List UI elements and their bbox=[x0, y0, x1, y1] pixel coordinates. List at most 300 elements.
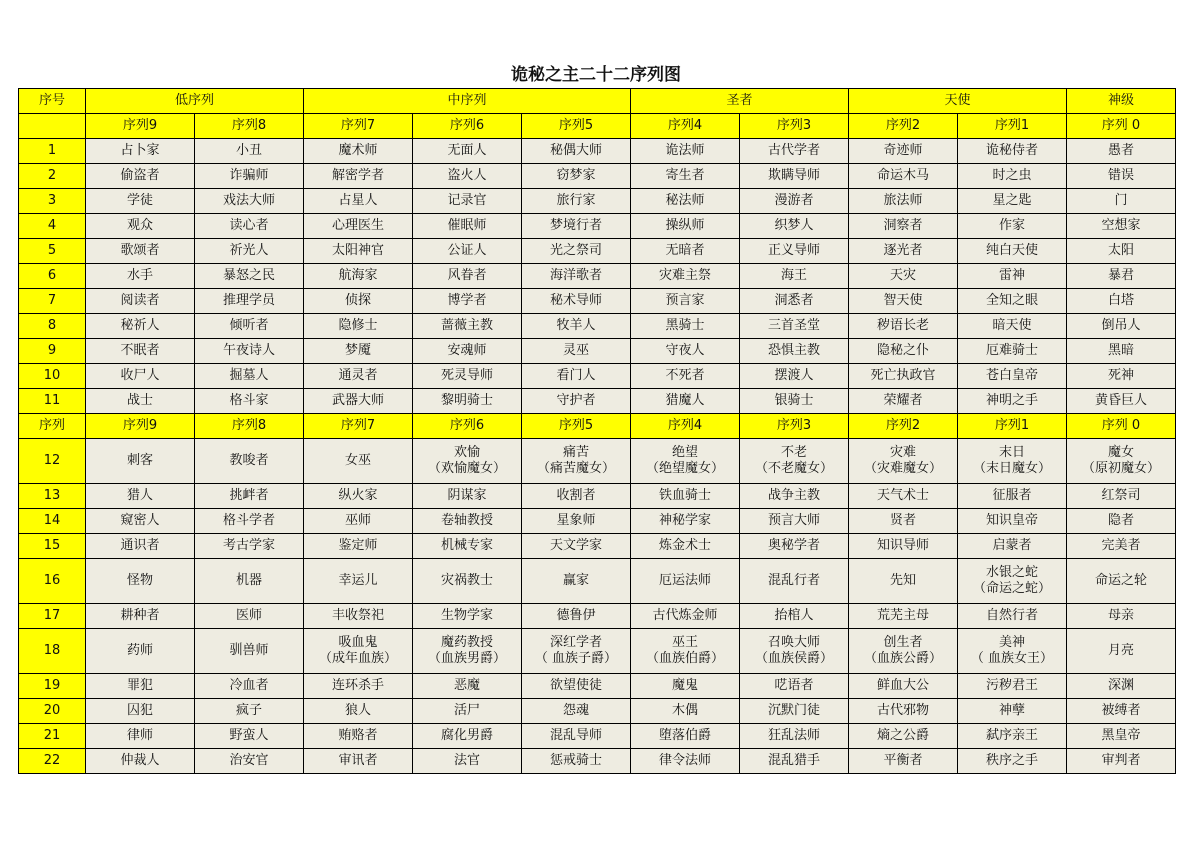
table-row bbox=[19, 559, 1176, 604]
cell-line: 德鲁伊 bbox=[556, 608, 596, 623]
cell-line: 灾难主祭 bbox=[658, 268, 711, 283]
cell-line: 审判者 bbox=[1101, 753, 1141, 768]
cell-line: 完美者 bbox=[1101, 538, 1141, 553]
pathway-cell bbox=[631, 389, 740, 414]
pathway-cell bbox=[740, 724, 849, 749]
row-number: 20 bbox=[19, 699, 86, 724]
cell-line: 预言大师 bbox=[767, 513, 820, 528]
cell-line: 古代邪物 bbox=[876, 703, 929, 718]
sequence-header-1: 序列8 bbox=[195, 114, 304, 139]
header-blank bbox=[19, 114, 86, 139]
cell-line: 天气术士 bbox=[876, 488, 929, 503]
cell-line: 秘祈人 bbox=[120, 318, 160, 333]
pathway-cell bbox=[849, 559, 958, 604]
pathway-cell bbox=[522, 509, 631, 534]
cell-line: 黑皇帝 bbox=[1101, 728, 1141, 743]
cell-line: 逐光者 bbox=[883, 243, 923, 258]
pathway-cell bbox=[740, 164, 849, 189]
sequence-header2-7: 序列2 bbox=[849, 414, 958, 439]
row-number: 1 bbox=[19, 139, 86, 164]
pathway-cell bbox=[195, 314, 304, 339]
row-number: 17 bbox=[19, 604, 86, 629]
pathway-cell bbox=[849, 509, 958, 534]
cell-line: （绝望魔女） bbox=[645, 461, 724, 476]
cell-line: 机器 bbox=[235, 573, 262, 588]
row-number: 12 bbox=[19, 439, 86, 484]
pathway-cell bbox=[1067, 699, 1176, 724]
cell-line: 命运木马 bbox=[876, 168, 929, 183]
cell-line: 战士 bbox=[126, 393, 153, 408]
pathway-cell bbox=[631, 749, 740, 774]
pathway-cell bbox=[304, 214, 413, 239]
row-number: 9 bbox=[19, 339, 86, 364]
pathway-cell bbox=[1067, 629, 1176, 674]
pathway-cell bbox=[740, 509, 849, 534]
cell-line: 星象师 bbox=[556, 513, 596, 528]
sequence-header2-8: 序列1 bbox=[958, 414, 1067, 439]
pathway-cell bbox=[304, 674, 413, 699]
pathway-cell bbox=[413, 264, 522, 289]
cell-line: 药师 bbox=[126, 643, 153, 658]
cell-line: 猎魔人 bbox=[665, 393, 705, 408]
pathway-cell bbox=[1067, 484, 1176, 509]
pathway-cell bbox=[304, 724, 413, 749]
pathway-cell bbox=[522, 484, 631, 509]
pathway-cell bbox=[958, 139, 1067, 164]
cell-line: 熵之公爵 bbox=[876, 728, 929, 743]
pathway-cell bbox=[522, 389, 631, 414]
cell-line: 太阳 bbox=[1107, 243, 1134, 258]
cell-line: 武器大师 bbox=[331, 393, 384, 408]
cell-line: 铁血骑士 bbox=[658, 488, 711, 503]
cell-line: 旅行家 bbox=[556, 193, 596, 208]
table-row bbox=[19, 264, 1176, 289]
cell-line: 被缚者 bbox=[1101, 703, 1141, 718]
pathway-cell bbox=[740, 139, 849, 164]
pathway-cell bbox=[958, 239, 1067, 264]
cell-line: 挑衅者 bbox=[229, 488, 269, 503]
pathway-cell bbox=[522, 629, 631, 674]
cell-line: 隐修士 bbox=[338, 318, 378, 333]
pathway-cell bbox=[849, 439, 958, 484]
cell-line: 审讯者 bbox=[338, 753, 378, 768]
pathway-cell bbox=[413, 214, 522, 239]
pathway-cell bbox=[1067, 674, 1176, 699]
pathway-cell bbox=[86, 139, 195, 164]
cell-line: 魔女 bbox=[1107, 445, 1134, 460]
row-number: 6 bbox=[19, 264, 86, 289]
pathway-cell bbox=[1067, 509, 1176, 534]
cell-line: （ 血族子爵） bbox=[534, 651, 618, 666]
row-number: 8 bbox=[19, 314, 86, 339]
pathway-cell bbox=[740, 629, 849, 674]
cell-line: 医师 bbox=[235, 608, 262, 623]
pathway-cell bbox=[413, 289, 522, 314]
cell-line: 洞悉者 bbox=[774, 293, 814, 308]
cell-line: （痛苦魔女） bbox=[536, 461, 615, 476]
pathway-cell bbox=[958, 604, 1067, 629]
pathway-cell bbox=[849, 139, 958, 164]
cell-line: 驯兽师 bbox=[229, 643, 269, 658]
cell-line: 海洋歌者 bbox=[549, 268, 602, 283]
cell-line: 阅读者 bbox=[120, 293, 160, 308]
pathway-cell bbox=[413, 439, 522, 484]
pathway-cell bbox=[740, 239, 849, 264]
cell-line: 红祭司 bbox=[1101, 488, 1141, 503]
pathway-cell bbox=[304, 364, 413, 389]
row-number: 7 bbox=[19, 289, 86, 314]
cell-line: 水手 bbox=[126, 268, 153, 283]
pathway-cell bbox=[304, 534, 413, 559]
cell-line: （欢愉魔女） bbox=[427, 461, 506, 476]
pathway-cell bbox=[631, 289, 740, 314]
cell-line: 死灵导师 bbox=[440, 368, 493, 383]
pathway-cell bbox=[522, 214, 631, 239]
cell-line: 牧羊人 bbox=[556, 318, 596, 333]
cell-line: 囚犯 bbox=[126, 703, 153, 718]
pathway-cell bbox=[958, 289, 1067, 314]
table-row bbox=[19, 484, 1176, 509]
pathway-cell bbox=[631, 629, 740, 674]
pathway-cell bbox=[522, 264, 631, 289]
cell-line: 诡秘侍者 bbox=[985, 143, 1038, 158]
pathway-cell bbox=[195, 164, 304, 189]
pathway-cell bbox=[631, 724, 740, 749]
pathway-cell bbox=[849, 239, 958, 264]
cell-line: 弑序亲王 bbox=[985, 728, 1038, 743]
cell-line: 白塔 bbox=[1107, 293, 1134, 308]
header2-index: 序列 bbox=[19, 414, 86, 439]
cell-line: 水银之蛇 bbox=[985, 565, 1038, 580]
sequence-header2-4: 序列5 bbox=[522, 414, 631, 439]
cell-line: 太阳神官 bbox=[331, 243, 384, 258]
pathway-cell bbox=[86, 364, 195, 389]
pathway-cell bbox=[631, 559, 740, 604]
pathway-cell bbox=[631, 239, 740, 264]
pathway-cell bbox=[413, 364, 522, 389]
pathway-cell bbox=[958, 389, 1067, 414]
cell-line: 催眠师 bbox=[447, 218, 487, 233]
row-number: 13 bbox=[19, 484, 86, 509]
cell-line: 连环杀手 bbox=[331, 678, 384, 693]
cell-line: 黄昏巨人 bbox=[1094, 393, 1147, 408]
cell-line: 恐惧主教 bbox=[767, 343, 820, 358]
pathway-cell bbox=[849, 339, 958, 364]
cell-line: 秘法师 bbox=[665, 193, 705, 208]
pathway-cell bbox=[304, 484, 413, 509]
table-row bbox=[19, 239, 1176, 264]
group-god: 神级 bbox=[1067, 89, 1176, 114]
pathway-cell bbox=[1067, 724, 1176, 749]
cell-line: 纯白天使 bbox=[985, 243, 1038, 258]
table-row bbox=[19, 629, 1176, 674]
cell-line: 自然行者 bbox=[985, 608, 1038, 623]
cell-line: 门 bbox=[1114, 193, 1128, 208]
pathway-cell bbox=[413, 339, 522, 364]
pathway-cell bbox=[522, 699, 631, 724]
cell-line: 战争主教 bbox=[767, 488, 820, 503]
pathway-cell bbox=[522, 339, 631, 364]
cell-line: （成年血族） bbox=[318, 651, 397, 666]
pathway-cell bbox=[413, 239, 522, 264]
cell-line: 痛苦 bbox=[562, 445, 589, 460]
cell-line: 征服者 bbox=[992, 488, 1032, 503]
pathway-cell bbox=[1067, 264, 1176, 289]
pathway-cell bbox=[631, 534, 740, 559]
pathway-cell bbox=[958, 264, 1067, 289]
cell-line: 抬棺人 bbox=[774, 608, 814, 623]
cell-line: 诈骗师 bbox=[229, 168, 269, 183]
cell-line: 欲望使徒 bbox=[549, 678, 602, 693]
cell-line: 狂乱法师 bbox=[767, 728, 820, 743]
table-row bbox=[19, 189, 1176, 214]
cell-line: 阴谋家 bbox=[447, 488, 487, 503]
table-row bbox=[19, 439, 1176, 484]
cell-line: 占星人 bbox=[338, 193, 378, 208]
pathway-cell bbox=[522, 164, 631, 189]
pathway-cell bbox=[304, 749, 413, 774]
pathway-cell bbox=[631, 139, 740, 164]
pathway-cell bbox=[413, 139, 522, 164]
cell-line: 幸运儿 bbox=[338, 573, 378, 588]
pathway-cell bbox=[740, 214, 849, 239]
group-low: 低序列 bbox=[86, 89, 304, 114]
pathway-cell bbox=[522, 604, 631, 629]
row-number: 18 bbox=[19, 629, 86, 674]
cell-line: （不老魔女） bbox=[754, 461, 833, 476]
cell-line: 女巫 bbox=[344, 453, 371, 468]
cell-line: 寄生者 bbox=[665, 168, 705, 183]
pathway-cell bbox=[740, 749, 849, 774]
pathway-cell bbox=[413, 749, 522, 774]
cell-line: 惩戒骑士 bbox=[549, 753, 602, 768]
cell-line: 风眷者 bbox=[447, 268, 487, 283]
cell-line: 洞察者 bbox=[883, 218, 923, 233]
cell-line: 通灵者 bbox=[338, 368, 378, 383]
pathway-cell bbox=[1067, 214, 1176, 239]
pathway-cell bbox=[1067, 439, 1176, 484]
cell-line: 奇迹师 bbox=[883, 143, 923, 158]
cell-line: 神明之手 bbox=[985, 393, 1038, 408]
row-number: 16 bbox=[19, 559, 86, 604]
cell-line: 启蒙者 bbox=[992, 538, 1032, 553]
pathway-cell bbox=[304, 389, 413, 414]
cell-line: 格斗家 bbox=[229, 393, 269, 408]
sequence-header-5: 序列4 bbox=[631, 114, 740, 139]
group-saint: 圣者 bbox=[631, 89, 849, 114]
pathway-cell bbox=[413, 314, 522, 339]
pathway-cell bbox=[1067, 749, 1176, 774]
cell-line: 诡法师 bbox=[665, 143, 705, 158]
pathway-cell bbox=[522, 289, 631, 314]
pathway-cell bbox=[195, 439, 304, 484]
cell-line: 欢愉 bbox=[453, 445, 480, 460]
cell-line: 魔药教授 bbox=[440, 635, 493, 650]
pathway-cell bbox=[86, 164, 195, 189]
cell-line: 秘术导师 bbox=[549, 293, 602, 308]
pathway-cell bbox=[849, 164, 958, 189]
cell-line: 怪物 bbox=[126, 573, 153, 588]
pathway-cell bbox=[631, 484, 740, 509]
pathway-cell bbox=[413, 534, 522, 559]
row-number: 21 bbox=[19, 724, 86, 749]
sequence-header2-9: 序列 0 bbox=[1067, 414, 1176, 439]
pathway-cell bbox=[958, 484, 1067, 509]
pathway-cell bbox=[413, 484, 522, 509]
cell-line: 荒芜主母 bbox=[876, 608, 929, 623]
table-row bbox=[19, 534, 1176, 559]
sequence-header2-1: 序列8 bbox=[195, 414, 304, 439]
pathway-cell bbox=[740, 699, 849, 724]
pathway-cell bbox=[195, 139, 304, 164]
pathway-cell bbox=[958, 724, 1067, 749]
pathway-cell bbox=[86, 674, 195, 699]
pathway-cell bbox=[1067, 559, 1176, 604]
pathway-cell bbox=[849, 699, 958, 724]
pathway-cell bbox=[195, 604, 304, 629]
cell-line: 窃梦家 bbox=[556, 168, 596, 183]
pathway-cell bbox=[522, 314, 631, 339]
pathway-cell bbox=[958, 339, 1067, 364]
cell-line: 冷血者 bbox=[229, 678, 269, 693]
cell-line: 读心者 bbox=[229, 218, 269, 233]
row-number: 14 bbox=[19, 509, 86, 534]
pathway-cell bbox=[195, 699, 304, 724]
pathway-cell bbox=[958, 314, 1067, 339]
cell-line: 野蛮人 bbox=[229, 728, 269, 743]
cell-line: 守护者 bbox=[556, 393, 596, 408]
pathway-cell bbox=[522, 724, 631, 749]
pathway-cell bbox=[86, 339, 195, 364]
pathway-cell bbox=[522, 674, 631, 699]
pathway-cell bbox=[86, 604, 195, 629]
cell-line: 观众 bbox=[126, 218, 153, 233]
pathway-cell bbox=[958, 559, 1067, 604]
pathway-cell bbox=[849, 604, 958, 629]
table-row bbox=[19, 364, 1176, 389]
cell-line: 深渊 bbox=[1107, 678, 1134, 693]
pathway-cell bbox=[86, 189, 195, 214]
cell-line: 收尸人 bbox=[120, 368, 160, 383]
pathway-cell bbox=[304, 139, 413, 164]
pathway-cell bbox=[413, 724, 522, 749]
cell-line: （末日魔女） bbox=[972, 461, 1051, 476]
cell-line: （原初魔女） bbox=[1081, 461, 1160, 476]
table-row bbox=[19, 314, 1176, 339]
row-number: 11 bbox=[19, 389, 86, 414]
cell-line: 末日 bbox=[998, 445, 1025, 460]
cell-line: 荣耀者 bbox=[883, 393, 923, 408]
pathway-cell bbox=[86, 289, 195, 314]
table-row bbox=[19, 289, 1176, 314]
group-angel: 天使 bbox=[849, 89, 1067, 114]
cell-line: 预言家 bbox=[665, 293, 705, 308]
pathway-cell bbox=[1067, 164, 1176, 189]
cell-line: 银骑士 bbox=[774, 393, 814, 408]
pathway-cell bbox=[195, 509, 304, 534]
pathway-cell bbox=[631, 439, 740, 484]
table-row bbox=[19, 699, 1176, 724]
cell-line: 死神 bbox=[1107, 368, 1134, 383]
cell-line: 厄运法师 bbox=[658, 573, 711, 588]
sequence-header2-2: 序列7 bbox=[304, 414, 413, 439]
cell-line: 倾听者 bbox=[229, 318, 269, 333]
cell-line: 知识皇帝 bbox=[985, 513, 1038, 528]
cell-line: 织梦人 bbox=[774, 218, 814, 233]
pathway-cell bbox=[849, 534, 958, 559]
cell-line: 污秽君王 bbox=[985, 678, 1038, 693]
pathway-cell bbox=[1067, 239, 1176, 264]
table-row bbox=[19, 214, 1176, 239]
pathway-cell bbox=[86, 699, 195, 724]
cell-line: 倒吊人 bbox=[1101, 318, 1141, 333]
cell-line: 秽语长老 bbox=[876, 318, 929, 333]
cell-line: 混乱猎手 bbox=[767, 753, 820, 768]
cell-line: 古代炼金师 bbox=[652, 608, 718, 623]
cell-line: 偷盗者 bbox=[120, 168, 160, 183]
sequence-header2-0: 序列9 bbox=[86, 414, 195, 439]
pathway-cell bbox=[522, 239, 631, 264]
pathway-cell bbox=[86, 724, 195, 749]
sequence-table bbox=[18, 88, 1176, 774]
sequence-header2-3: 序列6 bbox=[413, 414, 522, 439]
pathway-cell bbox=[849, 724, 958, 749]
cell-line: 通识者 bbox=[120, 538, 160, 553]
cell-line: 小丑 bbox=[235, 143, 262, 158]
pathway-cell bbox=[849, 214, 958, 239]
cell-line: 召唤大师 bbox=[767, 635, 820, 650]
cell-line: （命运之蛇） bbox=[972, 581, 1051, 596]
cell-line: 暴怒之民 bbox=[222, 268, 275, 283]
pathway-cell bbox=[631, 314, 740, 339]
pathway-cell bbox=[1067, 314, 1176, 339]
cell-line: 操纵师 bbox=[665, 218, 705, 233]
pathway-cell bbox=[740, 264, 849, 289]
cell-line: 机械专家 bbox=[440, 538, 493, 553]
cell-line: 公证人 bbox=[447, 243, 487, 258]
cell-line: 祈光人 bbox=[229, 243, 269, 258]
cell-line: 腐化男爵 bbox=[440, 728, 493, 743]
cell-line: 混乱导师 bbox=[549, 728, 602, 743]
page-title: 诡秘之主二十二序列图 bbox=[511, 65, 681, 85]
row-number: 5 bbox=[19, 239, 86, 264]
cell-line: 戏法大师 bbox=[222, 193, 275, 208]
pathway-cell bbox=[304, 339, 413, 364]
table-body bbox=[19, 89, 1176, 774]
pathway-cell bbox=[740, 439, 849, 484]
cell-line: 光之祭司 bbox=[549, 243, 602, 258]
pathway-cell bbox=[740, 339, 849, 364]
pathway-cell bbox=[849, 364, 958, 389]
cell-line: 心理医生 bbox=[331, 218, 384, 233]
pathway-cell bbox=[195, 214, 304, 239]
pathway-cell bbox=[195, 189, 304, 214]
pathway-cell bbox=[958, 749, 1067, 774]
cell-line: 错误 bbox=[1107, 168, 1134, 183]
cell-line: 炼金术士 bbox=[658, 538, 711, 553]
pathway-cell bbox=[849, 264, 958, 289]
pathway-cell bbox=[522, 534, 631, 559]
cell-line: 秘偶大师 bbox=[549, 143, 602, 158]
pathway-cell bbox=[522, 559, 631, 604]
cell-line: 仲裁人 bbox=[120, 753, 160, 768]
pathway-cell bbox=[86, 629, 195, 674]
pathway-cell bbox=[413, 389, 522, 414]
pathway-cell bbox=[958, 214, 1067, 239]
cell-line: 巫王 bbox=[671, 635, 698, 650]
pathway-cell bbox=[195, 239, 304, 264]
sequence-header-row-2 bbox=[19, 414, 1176, 439]
